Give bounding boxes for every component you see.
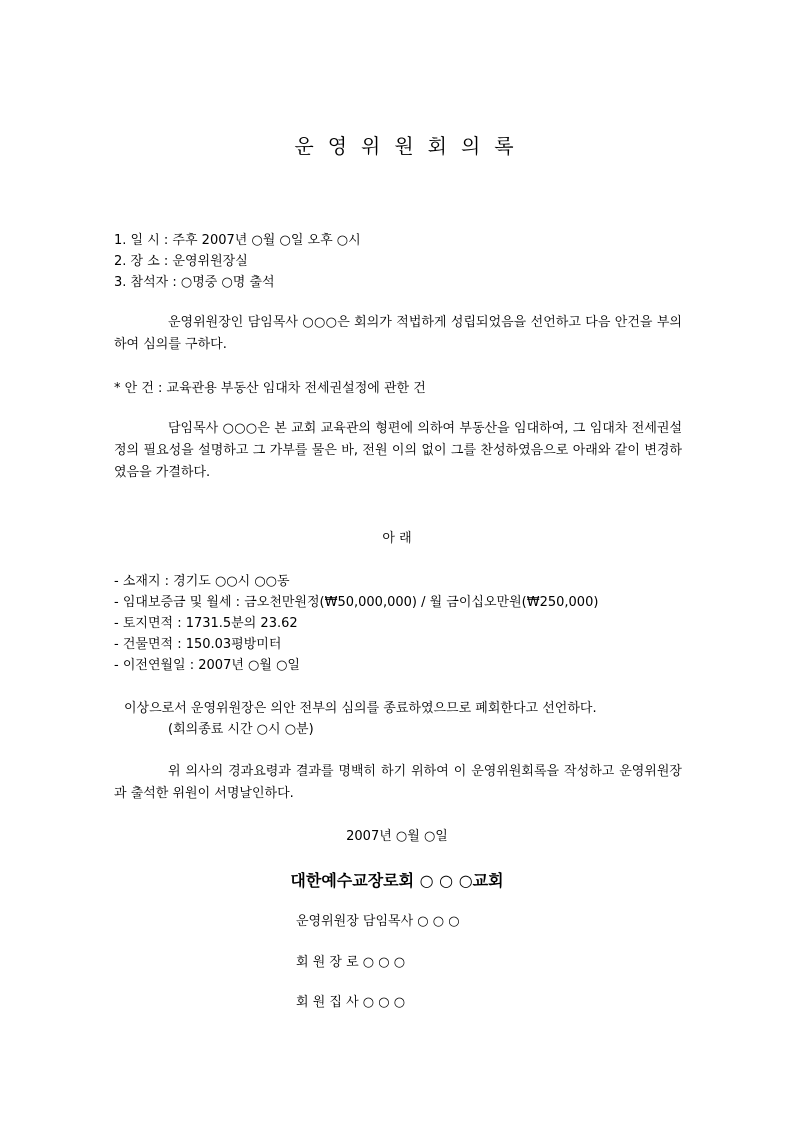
info-datetime: 1. 일 시 : 주후 2007년 ○월 ○일 오후 ○시 xyxy=(114,233,361,248)
closing-statement: 이상으로서 운영위원장은 의안 전부의 심의를 종료하였으므로 폐회한다고 선언하다. xyxy=(124,701,597,716)
detail-deposit: - 임대보증금 및 월세 : 금오천만원정(₩50,000,000) / 월 금이십오만원(₩250,000) xyxy=(114,595,599,610)
resolution-paragraph: 담임목사 ○○○은 본 교회 교육관의 형편에 의하여 부동산을 임대하여, 그 임대차 전세권설정의 필요성을 설명하고 그 가부를 물은 바, 전원 이의 없이 그를 찬성하였음으로 아래와 같이 변경하였음을 가결하다. xyxy=(114,421,682,480)
below-heading: 아 래 xyxy=(382,531,412,546)
closing-time: (회의종료 시간 ○시 ○분) xyxy=(168,722,314,737)
record-paragraph: 위 의사의 경과요령과 결과를 명백히 하기 위하여 이 운영위원회록을 작성하고 운영위원장과 출석한 위원이 서명날인하다. xyxy=(114,764,682,801)
detail-land-area: - 토지면적 : 1731.5분의 23.62 xyxy=(114,616,298,631)
document-title: 운영위원회의록 xyxy=(294,134,528,158)
opening-paragraph: 운영위원장인 담임목사 ○○○은 회의가 적법하게 성립되었음을 선언하고 다음 안건을 부의하여 심의를 구하다. xyxy=(114,315,682,352)
detail-transfer-date: - 이전연월일 : 2007년 ○월 ○일 xyxy=(114,658,300,673)
info-location: 2. 장 소 : 운영위원장실 xyxy=(114,254,248,269)
agenda-line: * 안 건 : 교육관용 부동산 임대차 전세권설정에 관한 건 xyxy=(114,381,426,396)
signature-chair: 운영위원장 담임목사 ○ ○ ○ xyxy=(296,914,460,929)
detail-building-area: - 건물면적 : 150.03평방미터 xyxy=(114,637,282,652)
info-attendance: 3. 참석자 : ○명중 ○명 출석 xyxy=(114,275,275,290)
document-date: 2007년 ○월 ○일 xyxy=(346,829,448,844)
signature-deacon: 회 원 집 사 ○ ○ ○ xyxy=(296,995,406,1010)
signature-elder: 회 원 장 로 ○ ○ ○ xyxy=(296,955,406,970)
church-name: 대한예수교장로회 ○ ○ ○교회 xyxy=(290,871,504,890)
detail-location: - 소재지 : 경기도 ○○시 ○○동 xyxy=(114,574,290,589)
